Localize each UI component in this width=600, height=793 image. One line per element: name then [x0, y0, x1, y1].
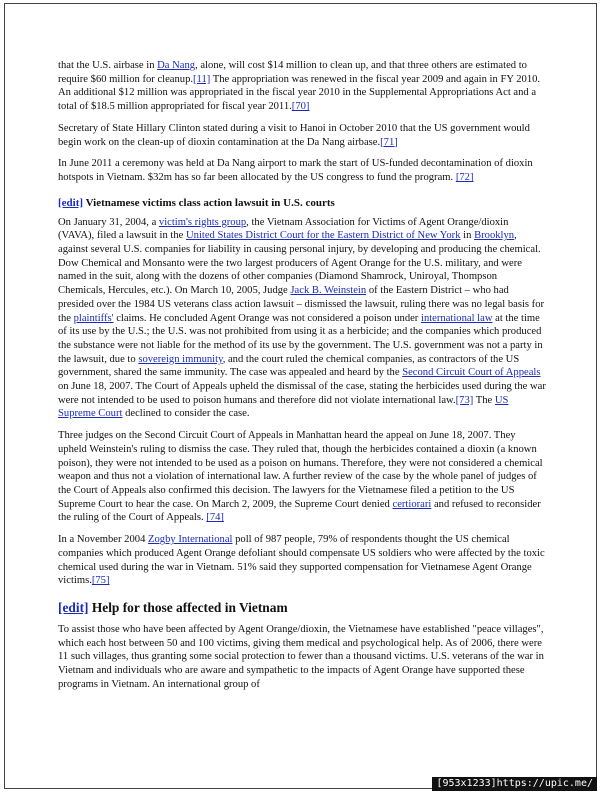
link-second-circuit[interactable]: Second Circuit Court of Appeals	[402, 367, 541, 379]
text: and refused to reconsider the ruling of the Court of Appeals.	[58, 498, 541, 524]
citation-71[interactable]: [71]	[380, 136, 398, 148]
text: The	[473, 394, 495, 406]
link-da-nang[interactable]: Da Nang	[157, 60, 196, 71]
paragraph-clinton-visit	[58, 122, 546, 149]
text: at the time of its use by the U.S.; the U.S. was not prohibited from using it as a herbicide; and the companies which produced the substance were not liable for the method of its use by the government. The U.S. government was not a party in the lawsuit, due to	[58, 312, 543, 365]
heading-text: Help for those affected in Vietnam	[88, 599, 288, 615]
text: , alone, will cost $14 million to clean up, and that three others are estimated to require $60 million for cleanup.	[58, 60, 527, 85]
link-jack-weinstein[interactable]: Jack B. Weinstein	[290, 285, 367, 297]
citation-72[interactable]: [72]	[455, 171, 474, 183]
watermark-badge: [953x1233]https://upic.me/	[432, 777, 597, 791]
citation-74[interactable]: [74]	[206, 512, 224, 524]
section-heading-help	[58, 600, 546, 616]
edit-link-help[interactable]: [edit]	[58, 599, 89, 615]
text: On January 31, 2004, a	[58, 216, 159, 228]
link-district-court-edny[interactable]: United States District Court for the Eastern District of New York	[186, 230, 461, 242]
edit-link-lawsuit[interactable]: [edit]	[58, 196, 84, 209]
link-certiorari[interactable]: certiorari	[392, 498, 432, 510]
text: in	[460, 230, 475, 242]
paragraph-zogby-poll	[58, 533, 546, 588]
text: The appropriation was renewed in the fiscal year 2009 and again in FY 2010. An additional $12 million was appropriated in the fiscal year 2010 in the Supplemental Appropriations Act and a total of $18.5 million appropriated for fiscal year 2011.	[58, 73, 541, 113]
link-victims-rights-group[interactable]: victim's rights group	[158, 216, 247, 228]
link-brooklyn[interactable]: Brooklyn	[474, 230, 515, 242]
paragraph-vava-lawsuit	[58, 216, 546, 422]
text: of the Eastern District – who had presided over the 1984 US veterans class action lawsuit – dismissed the lawsuit, ruling there was no legal basis for the	[58, 285, 545, 324]
text: In June 2011 a ceremony was held at Da Nang airport to mark the start of US-funded decontamination of dioxin hotspots in Vietnam. $32m has so far been allocated by the US congress to fund the program.	[58, 158, 533, 183]
paragraph-appeal	[58, 429, 546, 525]
citation-70[interactable]: [70]	[291, 101, 310, 113]
citation-11[interactable]: [11]	[193, 73, 211, 85]
link-plaintiffs[interactable]: plaintiffs'	[73, 312, 114, 324]
text: that the U.S. airbase in	[58, 60, 158, 71]
text: , and the court ruled the chemical companies, as contractors of the US government, shared the same immunity. The case was appealed and heard by the	[58, 353, 520, 379]
text: poll of 987 people, 79% of respondents thought the US chemical companies which produced Agent Orange defoliant should compensate US soldiers who were affected by the toxic chemical used during the war in Vietnam. 51% said they supported compensation for Vietnamese Agent Orange victims.	[58, 534, 545, 587]
link-us-supreme-court[interactable]: US Supreme Court	[58, 394, 509, 420]
paragraph-danang-cleanup-cost	[58, 59, 546, 114]
text: Three judges on the Second Circuit Court of Appeals in Manhattan heard the appeal on June 18, 2007. They upheld Weinstein's ruling to dismiss the case. They ruled that, though the herbicides contained a dioxin (a known poison), they were not intended to be used as a poison on humans. Therefore, they were not considered a chemical weapon and thus not a violation of international law. A further review of the case by the whole panel of judges of the Court of Appeals also confirmed this decision. The lawyers for the Vietnamese filed a petition to the US Supreme Court to hear the case. On March 2, 2009, the Supreme Court denied	[58, 430, 543, 510]
paragraph-peace-villages	[58, 623, 546, 692]
link-zogby-international[interactable]: Zogby International	[148, 534, 233, 546]
link-international-law[interactable]: international law	[421, 312, 493, 324]
citation-75[interactable]: [75]	[91, 575, 110, 587]
text: , the Vietnam Association for Victims of Agent Orange/dioxin (VAVA), filed a lawsuit in the	[58, 216, 509, 242]
heading-text: Vietnamese victims class action lawsuit in U.S. courts	[83, 196, 335, 209]
article-body	[58, 59, 546, 699]
text: In a November 2004	[58, 534, 149, 546]
text: declined to consider the case.	[122, 408, 250, 420]
citation-73[interactable]: [73]	[455, 394, 474, 406]
document-frame	[4, 3, 597, 789]
text: on June 18, 2007. The Court of Appeals upheld the dismissal of the case, stating the herbicides used during the war were not intended to be used to poison humans and therefore did not violate international law.	[58, 381, 546, 406]
text: To assist those who have been affected by Agent Orange/dioxin, the Vietnamese have established "peace villages", which each host between 50 and 100 victims, giving them medical and psychological help. As of 2006, there were 11 such villages, thus granting some social protection to fewer than a thousand victims. U.S. veterans of the war in Vietnam and individuals who are aware and sympathetic to the impacts of Agent Orange have supported these programs in Vietnam. An international group of	[58, 623, 544, 690]
text: claims. He concluded Agent Orange was not considered a poison under	[113, 312, 421, 324]
paragraph-june-2011-ceremony	[58, 157, 546, 184]
link-sovereign-immunity[interactable]: sovereign immunity	[138, 353, 223, 365]
text: Secretary of State Hillary Clinton stated during a visit to Hanoi in October 2010 that the US government would begin work on the clean-up of dioxin contamination at the Da Nang airbase.	[58, 122, 530, 148]
text: , against several U.S. companies for liability in causing personal injury, by developing and producing the chemical. Dow Chemical and Monsanto were the two largest producers of Agent Orange for the U.S. military, and were named in the suit, along with the dozens of other companies (Diamond Shamrock, Uniroyal, Thompson Chemicals, Hercules, etc.). On March 10, 2005, Judge	[58, 230, 541, 297]
section-heading-lawsuit	[58, 196, 546, 210]
